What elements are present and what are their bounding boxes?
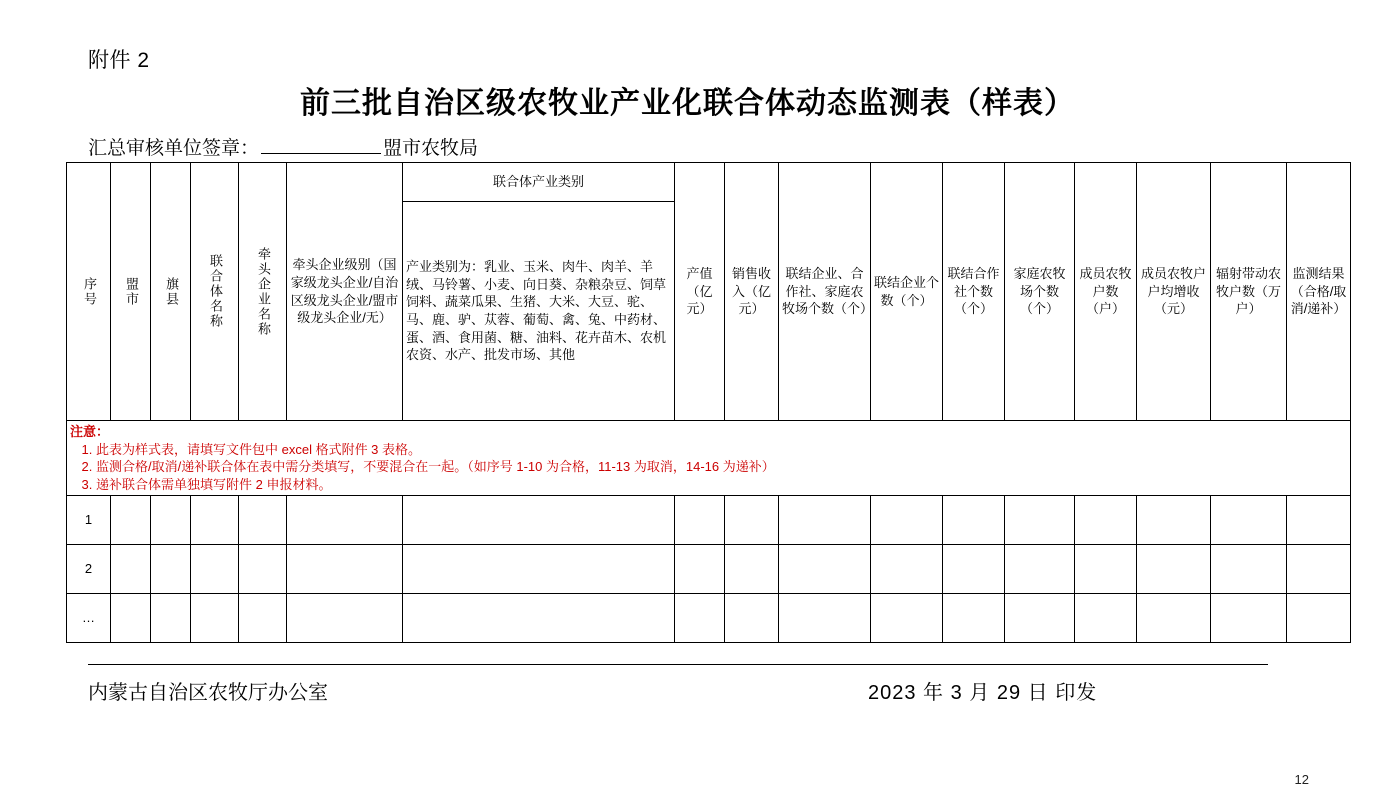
cell-lead-enterprise-name[interactable] xyxy=(239,594,287,643)
cell-radiated-households[interactable] xyxy=(1211,545,1287,594)
header-cell-league-city: 盟市 xyxy=(111,163,151,421)
footer-issue-date: 2023 年 3 月 29 日 印发 xyxy=(868,682,1098,704)
cell-monitoring-result[interactable] xyxy=(1287,545,1351,594)
cell-member-households[interactable] xyxy=(1075,594,1137,643)
cell-linked-enterprises-count[interactable] xyxy=(871,496,943,545)
footer-issuer: 内蒙古自治区农牧厅办公室 xyxy=(88,682,328,704)
cell-lead-enterprise-level[interactable] xyxy=(287,496,403,545)
cell-consortium-name[interactable] xyxy=(191,594,239,643)
header-cell-industry-category-description: 产业类别为：乳业、玉米、肉牛、肉羊、羊绒、马铃薯、小麦、向日葵、杂粮杂豆、饲草饲料、蔬菜瓜果、生猪、大米、大豆、驼、马、鹿、驴、苁蓉、葡萄、禽、兔、中药材、蛋、酒、食用菌、糖、油料、花卉苗木、农机农资、水产、批发市场、其他 xyxy=(403,202,675,421)
cell-lead-enterprise-level[interactable] xyxy=(287,545,403,594)
cell-consortium-name[interactable] xyxy=(191,496,239,545)
monitoring-table xyxy=(66,162,1351,643)
cell-industry-category[interactable] xyxy=(403,545,675,594)
cell-linked-cooperatives-count[interactable] xyxy=(943,594,1005,643)
cell-output-value[interactable] xyxy=(675,545,725,594)
signature-prefix: 汇总审核单位签章： xyxy=(88,138,260,159)
row-number: 1 xyxy=(67,496,111,545)
signature-suffix: 盟市农牧局 xyxy=(383,138,479,159)
note-item: 2. 监测合格/取消/递补联合体在表中需分类填写，不要混合在一起。（如序号 1-10 为合格，11-13 为取消，14-16 为递补） xyxy=(96,458,1347,476)
cell-consortium-name[interactable] xyxy=(191,545,239,594)
row-number: 2 xyxy=(67,545,111,594)
cell-league-city[interactable] xyxy=(111,594,151,643)
cell-member-income-increase[interactable] xyxy=(1137,496,1211,545)
header-cell-banner-county: 旗县 xyxy=(151,163,191,421)
cell-sales-revenue[interactable] xyxy=(725,545,779,594)
header-cell-monitoring-result: 监测结果（合格/取消/递补） xyxy=(1287,163,1351,421)
cell-monitoring-result[interactable] xyxy=(1287,594,1351,643)
header-cell-linked-cooperatives-count: 联结合作社个数（个） xyxy=(943,163,1005,421)
table-notes-row xyxy=(67,421,1351,496)
cell-family-farms-count[interactable] xyxy=(1005,545,1075,594)
cell-family-farms-count[interactable] xyxy=(1005,594,1075,643)
cell-lead-enterprise-name[interactable] xyxy=(239,496,287,545)
header-cell-consortium-name: 联合体名称 xyxy=(191,163,239,421)
page-title: 前三批自治区级农牧业产业化联合体动态监测表（样表） xyxy=(300,87,1075,120)
cell-linked-entities-count[interactable] xyxy=(779,594,871,643)
cell-lead-enterprise-name[interactable] xyxy=(239,545,287,594)
cell-radiated-households[interactable] xyxy=(1211,594,1287,643)
cell-output-value[interactable] xyxy=(675,496,725,545)
attachment-label: 附件 2 xyxy=(88,49,150,72)
notes-title: 注意： xyxy=(70,424,110,439)
cell-banner-county[interactable] xyxy=(151,594,191,643)
cell-linked-entities-count[interactable] xyxy=(779,545,871,594)
table-row[interactable] xyxy=(67,594,1351,643)
header-cell-member-households: 成员农牧户数（户） xyxy=(1075,163,1137,421)
header-cell-family-farms-count: 家庭农牧场个数（个） xyxy=(1005,163,1075,421)
cell-monitoring-result[interactable] xyxy=(1287,496,1351,545)
header-cell-radiated-households: 辐射带动农牧户数（万户） xyxy=(1211,163,1287,421)
cell-family-farms-count[interactable] xyxy=(1005,496,1075,545)
table-row[interactable] xyxy=(67,496,1351,545)
row-number: … xyxy=(67,594,111,643)
cell-industry-category[interactable] xyxy=(403,594,675,643)
header-cell-sales-revenue: 销售收入（亿元） xyxy=(725,163,779,421)
header-cell-industry-category-group: 联合体产业类别 xyxy=(403,163,675,202)
page-number: 12 xyxy=(1294,772,1309,787)
header-cell-linked-enterprises-count: 联结企业个数（个） xyxy=(871,163,943,421)
notes-block xyxy=(67,421,1351,496)
cell-banner-county[interactable] xyxy=(151,496,191,545)
cell-member-income-increase[interactable] xyxy=(1137,594,1211,643)
cell-member-income-increase[interactable] xyxy=(1137,545,1211,594)
cell-linked-enterprises-count[interactable] xyxy=(871,545,943,594)
cell-league-city[interactable] xyxy=(111,496,151,545)
note-item: 3. 递补联合体需单独填写附件 2 申报材料。 xyxy=(96,476,1347,494)
header-cell-lead-enterprise-level: 牵头企业级别（国家级龙头企业/自治区级龙头企业/盟市级龙头企业/无） xyxy=(287,163,403,421)
cell-member-households[interactable] xyxy=(1075,545,1137,594)
cell-linked-entities-count[interactable] xyxy=(779,496,871,545)
cell-member-households[interactable] xyxy=(1075,496,1137,545)
signature-blank xyxy=(261,153,381,154)
cell-radiated-households[interactable] xyxy=(1211,496,1287,545)
cell-lead-enterprise-level[interactable] xyxy=(287,594,403,643)
signature-line xyxy=(88,133,478,160)
cell-industry-category[interactable] xyxy=(403,496,675,545)
cell-sales-revenue[interactable] xyxy=(725,496,779,545)
cell-linked-cooperatives-count[interactable] xyxy=(943,496,1005,545)
cell-banner-county[interactable] xyxy=(151,545,191,594)
cell-sales-revenue[interactable] xyxy=(725,594,779,643)
header-cell-output-value: 产值（亿元） xyxy=(675,163,725,421)
header-cell-index: 序号 xyxy=(67,163,111,421)
cell-linked-cooperatives-count[interactable] xyxy=(943,545,1005,594)
cell-league-city[interactable] xyxy=(111,545,151,594)
footer-divider xyxy=(88,664,1268,665)
cell-linked-enterprises-count[interactable] xyxy=(871,594,943,643)
note-item: 1. 此表为样式表，请填写文件包中 excel 格式附件 3 表格。 xyxy=(96,441,1347,459)
header-cell-member-income-increase: 成员农牧户户均增收（元） xyxy=(1137,163,1211,421)
table-header-group-row xyxy=(67,163,1351,202)
header-cell-linked-entities-count: 联结企业、合作社、家庭农牧场个数（个） xyxy=(779,163,871,421)
table-row[interactable] xyxy=(67,545,1351,594)
header-cell-lead-enterprise-name: 牵头企业名称 xyxy=(239,163,287,421)
cell-output-value[interactable] xyxy=(675,594,725,643)
